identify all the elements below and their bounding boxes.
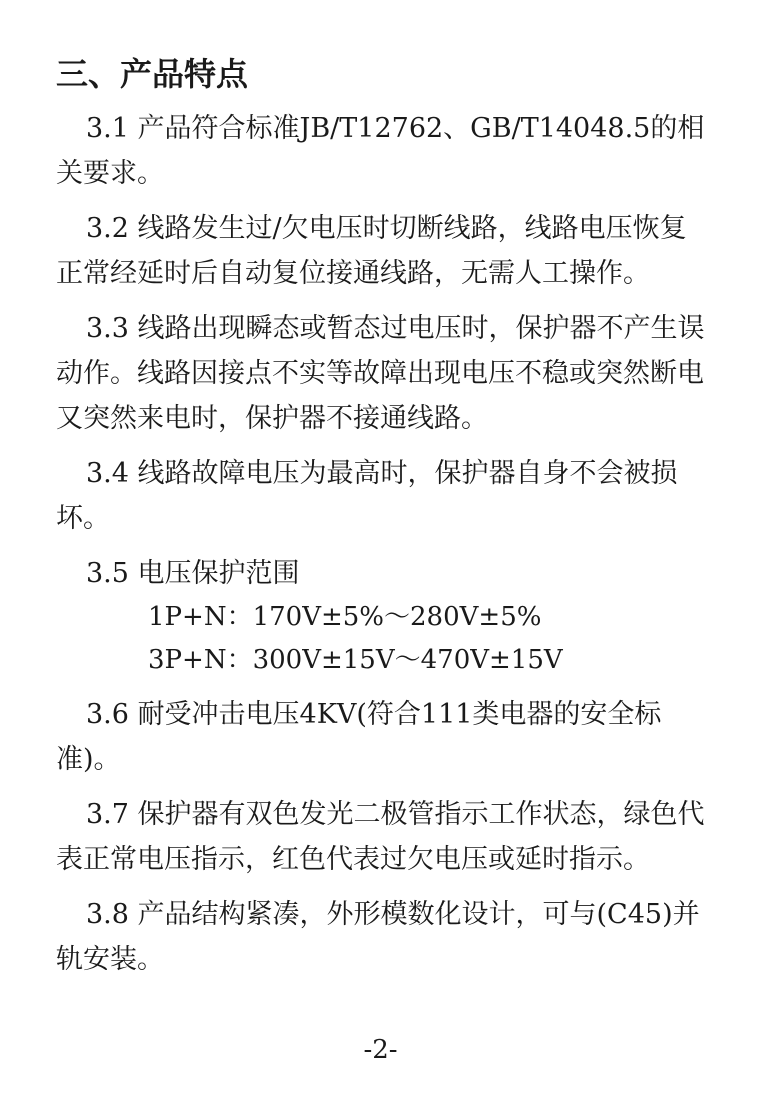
feature-3-5: 3.5 电压保护范围 — [86, 558, 300, 589]
section-body — [56, 106, 706, 992]
page-number: -2- — [363, 1035, 398, 1065]
feature-3-3: 3.3 线路出现瞬态或暂态过电压时，保护器不产生误动作。线路因接点不实等故障出现电压不稳或突然断电又突然来电时，保护器不接通线路。 — [56, 313, 705, 434]
feature-3-2: 3.2 线路发生过/欠电压时切断线路，线路电压恢复正常经延时后自动复位接通线路，无需人工操作。 — [56, 213, 687, 289]
feature-3-8: 3.8 产品结构紧凑，外形模数化设计，可与(C45)并轨安装。 — [56, 899, 700, 975]
feature-3-4: 3.4 线路故障电压为最高时，保护器自身不会被损坏。 — [56, 458, 678, 534]
feature-3-7: 3.7 保护器有双色发光二极管指示工作状态，绿色代表正常电压指示，红色代表过欠电压或延时指示。 — [56, 799, 705, 875]
feature-3-1: 3.1 产品符合标准JB/T12762、GB/T14048.5的相关要求。 — [56, 113, 705, 189]
voltage-range-1p-n: 1P+N：170V±5%～280V±5% — [148, 602, 542, 632]
feature-3-6: 3.6 耐受冲击电压4KV(符合111类电器的安全标准)。 — [56, 699, 662, 775]
voltage-range-3p-n: 3P+N：300V±15V～470V±15V — [148, 645, 563, 675]
section-title: 三、产品特点 — [56, 55, 249, 93]
voltage-range-list — [56, 596, 706, 682]
